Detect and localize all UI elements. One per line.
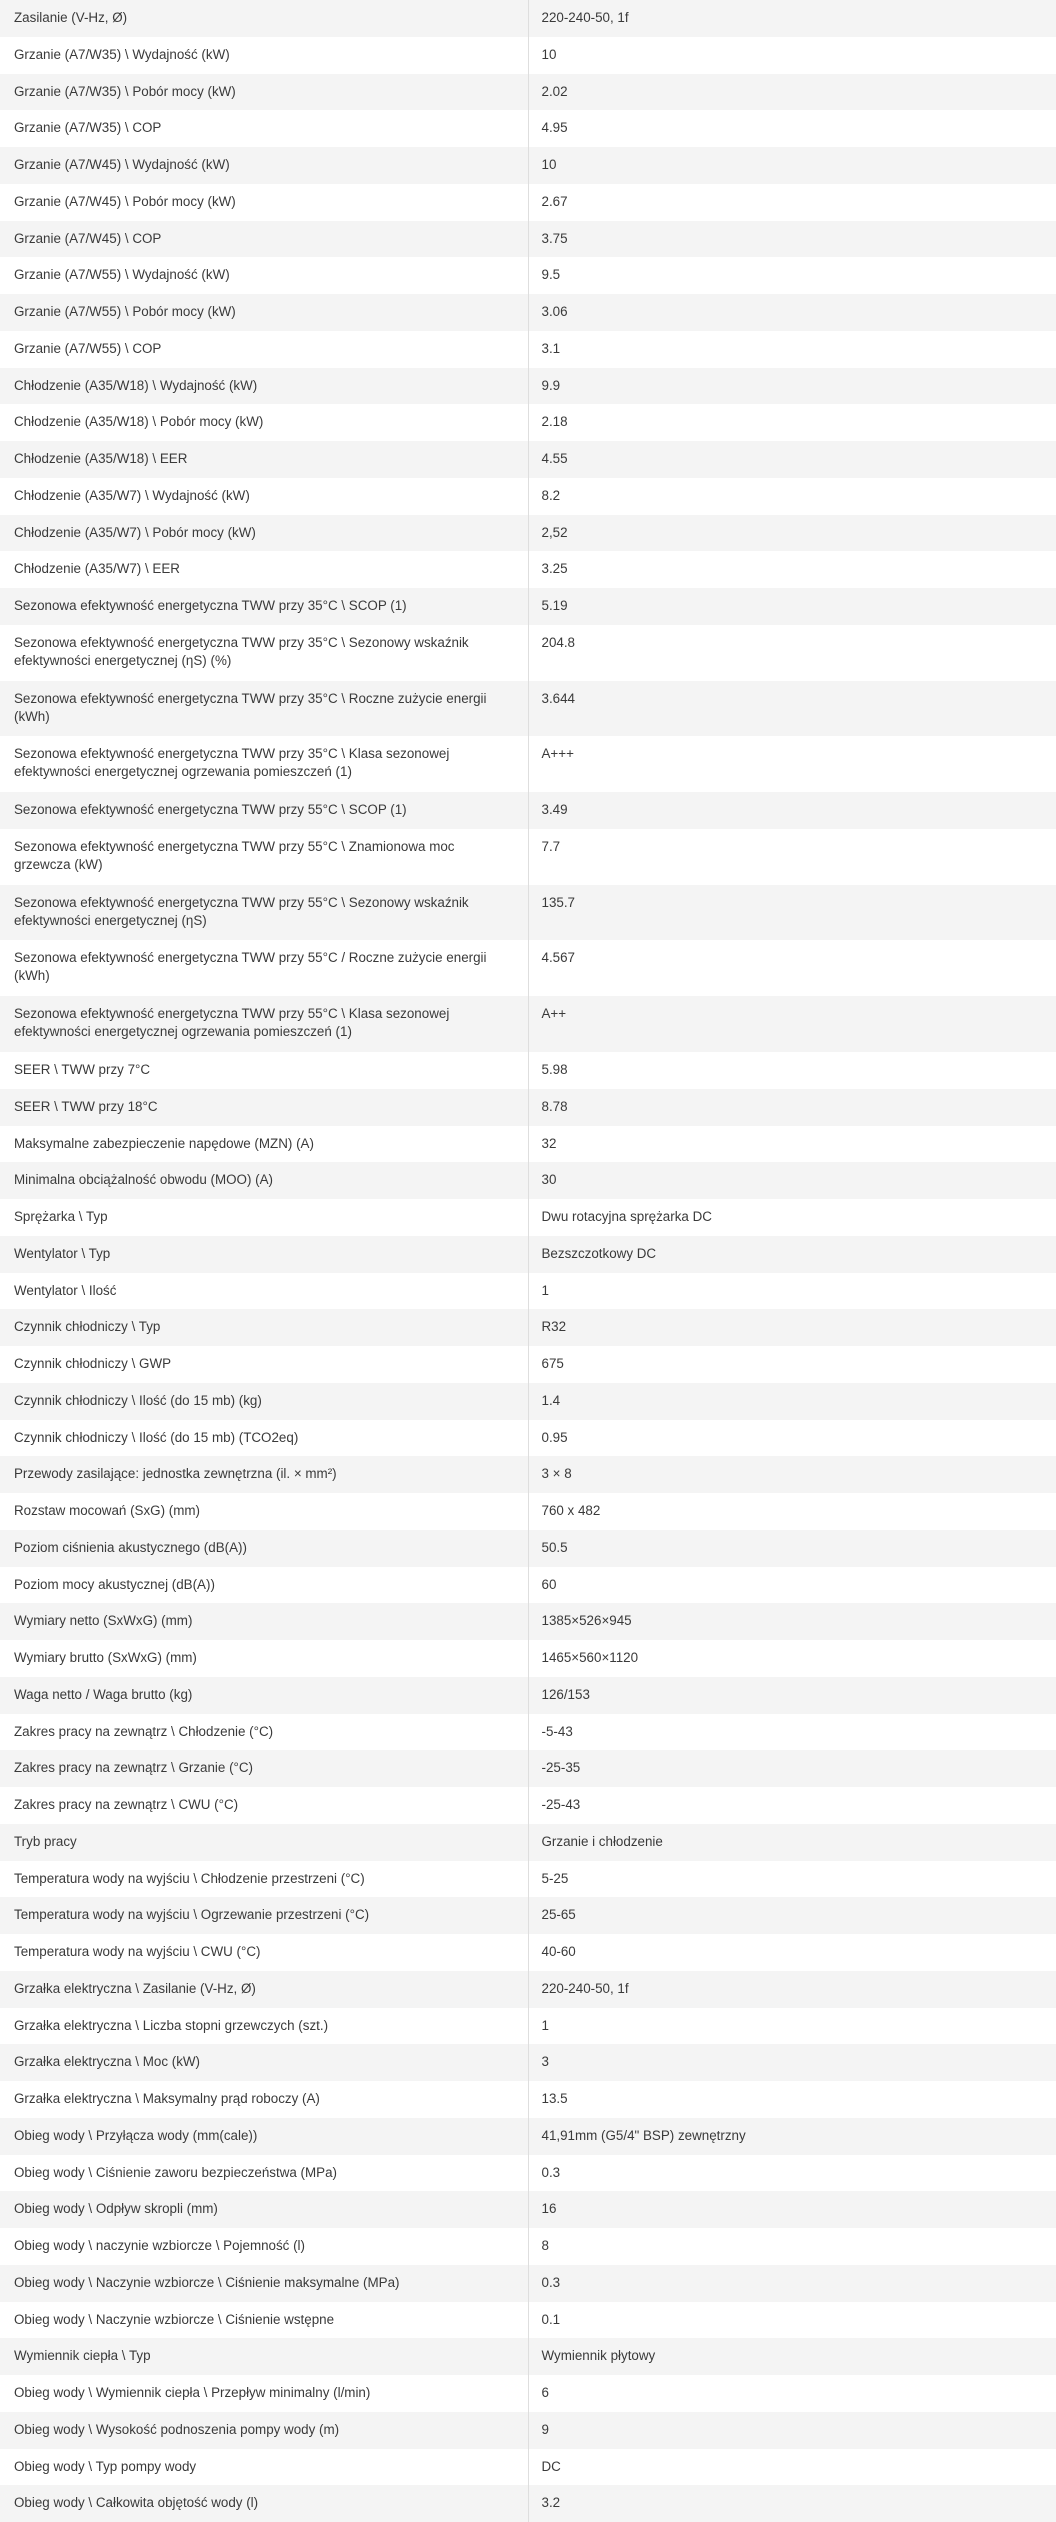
table-row (0, 681, 1056, 737)
spec-value: 6 (541, 2385, 549, 2401)
table-row (0, 1126, 1056, 1163)
table-row (0, 1273, 1056, 1310)
spec-value: 10 (541, 46, 557, 62)
table-row (0, 2449, 1056, 2486)
spec-value: 2.02 (541, 83, 568, 99)
table-row (0, 1640, 1056, 1677)
table-row (0, 515, 1056, 552)
spec-value: 3.2 (541, 2495, 561, 2511)
spec-label: Obieg wody \ Typ pompy wody (0, 2449, 528, 2486)
table-row (0, 37, 1056, 74)
table-row (0, 625, 1056, 681)
spec-label: Sezonowa efektywność energetyczna TWW przy 55°C \ Klasa sezonowej efektywności energetycznej ogrzewania pomieszczeń (1) (0, 996, 528, 1052)
spec-value: 3.49 (541, 802, 568, 818)
table-row (0, 1236, 1056, 1273)
spec-value: 25-65 (541, 1907, 576, 1923)
spec-label: Grzanie (A7/W35) \ Pobór mocy (kW) (0, 74, 528, 111)
table-row (0, 0, 1056, 37)
spec-label: Chłodzenie (A35/W7) \ EER (0, 551, 528, 588)
spec-label: Obieg wody \ Wymiennik ciepła \ Przepływ minimalny (l/min) (0, 2375, 528, 2412)
spec-label: Chłodzenie (A35/W7) \ Pobór mocy (kW) (0, 515, 528, 552)
spec-label: Rozstaw mocowań (SxG) (mm) (0, 1493, 528, 1530)
spec-label: Maksymalne zabezpieczenie napędowe (MZN) (A) (0, 1126, 528, 1163)
spec-value: 8.78 (541, 1098, 568, 1114)
spec-label: Czynnik chłodniczy \ Ilość (do 15 mb) (TCO2eq) (0, 1420, 528, 1457)
spec-value: 3.25 (541, 561, 568, 577)
table-row (0, 1309, 1056, 1346)
table-row (0, 1603, 1056, 1640)
spec-value: Bezszczotkowy DC (541, 1245, 657, 1261)
spec-value: 3.06 (541, 304, 568, 319)
spec-label: Wentylator \ Ilość (0, 1273, 528, 1310)
spec-label: Wymiary netto (SxWxG) (mm) (0, 1603, 528, 1640)
spec-label: Przewody zasilające: jednostka zewnętrzna (il. × mm²) (0, 1456, 528, 1493)
spec-label: Grzanie (A7/W35) \ COP (0, 110, 528, 147)
spec-label: Grzałka elektryczna \ Zasilanie (V-Hz, Ø) (0, 1971, 528, 2008)
table-row (0, 2375, 1056, 2412)
spec-value: 2.18 (541, 414, 568, 430)
spec-label: Sezonowa efektywność energetyczna TWW przy 35°C \ Sezonowy wskaźnik efektywności energetycznej (ηS) (%) (0, 625, 528, 681)
spec-value: 2.67 (541, 193, 568, 209)
table-row (0, 147, 1056, 184)
spec-label: Sezonowa efektywność energetyczna TWW przy 35°C \ Roczne zużycie energii (kWh) (0, 681, 528, 737)
table-row (0, 2302, 1056, 2339)
table-row (0, 478, 1056, 515)
spec-label: Sezonowa efektywność energetyczna TWW przy 55°C \ SCOP (1) (0, 792, 528, 829)
table-row (0, 294, 1056, 331)
spec-value: 3.644 (541, 690, 576, 706)
table-row (0, 2228, 1056, 2265)
table-row (0, 1162, 1056, 1199)
table-row (0, 1089, 1056, 1126)
spec-value: 1385×526×945 (541, 1613, 632, 1629)
spec-label: Wymiennik ciepła \ Typ (0, 2338, 528, 2375)
spec-value: 126/153 (541, 1686, 590, 1702)
spec-value: 9.9 (541, 377, 561, 393)
spec-label: Sezonowa efektywność energetyczna TWW przy 55°C \ Sezonowy wskaźnik efektywności energetycznej (ηS) (0, 885, 528, 941)
spec-value: 16 (541, 2201, 557, 2217)
spec-label: Chłodzenie (A35/W7) \ Wydajność (kW) (0, 478, 528, 515)
spec-label: Zakres pracy na zewnątrz \ Chłodzenie (°C) (0, 1714, 528, 1751)
spec-value: 40-60 (541, 1944, 576, 1960)
spec-value: 3.1 (541, 340, 561, 356)
spec-value: Grzanie i chłodzenie (541, 1833, 663, 1849)
spec-value: DC (541, 2458, 561, 2474)
table-row (0, 885, 1056, 941)
table-row (0, 2044, 1056, 2081)
spec-label: Chłodzenie (A35/W18) \ Pobór mocy (kW) (0, 404, 528, 441)
spec-label: Wymiary brutto (SxWxG) (mm) (0, 1640, 528, 1677)
table-row (0, 2118, 1056, 2155)
spec-label: Sezonowa efektywność energetyczna TWW przy 35°C \ Klasa sezonowej efektywności energetycznej ogrzewania pomieszczeń (1) (0, 736, 528, 792)
spec-label: Minimalna obciążalność obwodu (MOO) (A) (0, 1162, 528, 1199)
spec-label: Poziom ciśnienia akustycznego (dB(A)) (0, 1530, 528, 1567)
spec-value: 2,52 (541, 524, 568, 540)
table-row (0, 1346, 1056, 1383)
spec-label: Czynnik chłodniczy \ GWP (0, 1346, 528, 1383)
table-row (0, 2081, 1056, 2118)
table-row (0, 404, 1056, 441)
spec-value: 7.7 (541, 838, 561, 854)
spec-label: Sezonowa efektywność energetyczna TWW przy 55°C / Roczne zużycie energii (kWh) (0, 940, 528, 996)
table-row (0, 1199, 1056, 1236)
table-row (0, 2155, 1056, 2192)
table-row (0, 1824, 1056, 1861)
table-row (0, 2338, 1056, 2375)
table-row (0, 1052, 1056, 1089)
spec-label: Chłodzenie (A35/W18) \ EER (0, 441, 528, 478)
spec-label: Tryb pracy (0, 1824, 528, 1861)
spec-label: Poziom mocy akustycznej (dB(A)) (0, 1567, 528, 1604)
spec-label: Obieg wody \ Naczynie wzbiorcze \ Ciśnienie wstępne (0, 2302, 528, 2339)
spec-value: 0.3 (541, 2164, 561, 2180)
spec-label: Obieg wody \ Odpływ skropli (mm) (0, 2191, 528, 2228)
spec-value: 0.3 (541, 2274, 561, 2290)
spec-label: Obieg wody \ naczynie wzbiorcze \ Pojemność (l) (0, 2228, 528, 2265)
table-row (0, 588, 1056, 625)
table-row (0, 551, 1056, 588)
spec-value: 1 (541, 2017, 549, 2033)
spec-value: 9 (541, 2421, 549, 2437)
spec-value: 1465×560×1120 (541, 1650, 639, 1666)
spec-label: Grzanie (A7/W55) \ COP (0, 331, 528, 368)
spec-label: Obieg wody \ Ciśnienie zaworu bezpieczeństwa (MPa) (0, 2155, 528, 2192)
table-row (0, 1750, 1056, 1787)
table-row (0, 441, 1056, 478)
spec-label: Zakres pracy na zewnątrz \ Grzanie (°C) (0, 1750, 528, 1787)
spec-value: 135.7 (541, 894, 576, 910)
table-row (0, 74, 1056, 111)
table-row (0, 257, 1056, 294)
spec-label: Zakres pracy na zewnątrz \ CWU (°C) (0, 1787, 528, 1824)
table-row (0, 1530, 1056, 1567)
spec-value: -25-43 (541, 1797, 581, 1813)
table-row (0, 1897, 1056, 1934)
spec-value: -25-35 (541, 1760, 581, 1776)
spec-label: Chłodzenie (A35/W18) \ Wydajność (kW) (0, 368, 528, 405)
spec-value: 50.5 (541, 1539, 568, 1555)
spec-value: 13.5 (541, 2091, 568, 2107)
spec-label: Czynnik chłodniczy \ Ilość (do 15 mb) (kg) (0, 1383, 528, 1420)
spec-label: Temperatura wody na wyjściu \ CWU (°C) (0, 1934, 528, 1971)
table-row (0, 1787, 1056, 1824)
spec-value: 0.1 (541, 2311, 561, 2327)
spec-value: 10 (541, 157, 557, 172)
spec-value: 5-25 (541, 1870, 569, 1886)
spec-value: 8 (541, 2238, 549, 2254)
table-row (0, 2008, 1056, 2045)
spec-label: Grzanie (A7/W45) \ Pobór mocy (kW) (0, 184, 528, 221)
spec-value: 0.95 (541, 1429, 568, 1445)
spec-value: 3.75 (541, 230, 568, 246)
spec-value: R32 (541, 1319, 567, 1335)
spec-label: Grzanie (A7/W45) \ Wydajność (kW) (0, 147, 528, 184)
spec-label: Obieg wody \ Naczynie wzbiorcze \ Ciśnienie maksymalne (MPa) (0, 2265, 528, 2302)
table-row (0, 2191, 1056, 2228)
table-row (0, 940, 1056, 996)
table-row (0, 368, 1056, 405)
spec-value: 3 × 8 (541, 1466, 572, 1482)
spec-value: 220-240-50, 1f (541, 1980, 629, 1996)
table-row (0, 792, 1056, 829)
spec-value: 1.4 (541, 1392, 561, 1408)
spec-label: SEER \ TWW przy 18°C (0, 1089, 528, 1126)
spec-value: 4.55 (541, 451, 568, 466)
table-row (0, 331, 1056, 368)
spec-label: Temperatura wody na wyjściu \ Chłodzenie przestrzeni (°C) (0, 1861, 528, 1898)
table-row (0, 1567, 1056, 1604)
spec-value: 41,91mm (G5/4" BSP) zewnętrzny (541, 2127, 746, 2143)
spec-value: 8.2 (541, 487, 561, 503)
spec-label: Obieg wody \ Przyłącza wody (mm(cale)) (0, 2118, 528, 2155)
table-row (0, 1456, 1056, 1493)
spec-value: 5.98 (541, 1062, 568, 1078)
spec-value: 675 (541, 1356, 564, 1372)
table-row (0, 1861, 1056, 1898)
spec-label: Grzałka elektryczna \ Moc (kW) (0, 2044, 528, 2081)
spec-label: Sprężarka \ Typ (0, 1199, 528, 1236)
spec-value: -5-43 (541, 1723, 573, 1739)
spec-value: Wymiennik płytowy (541, 2348, 656, 2364)
spec-value: A+++ (541, 746, 574, 762)
spec-value: A++ (541, 1006, 567, 1022)
spec-value: 5.19 (541, 598, 568, 613)
spec-value: Dwu rotacyjna sprężarka DC (541, 1209, 712, 1225)
table-row (0, 736, 1056, 792)
table-row (0, 1714, 1056, 1751)
spec-value: 760 x 482 (541, 1503, 601, 1519)
table-row (0, 110, 1056, 147)
spec-label: SEER \ TWW przy 7°C (0, 1052, 528, 1089)
spec-value: 60 (541, 1576, 557, 1592)
spec-value: 9.5 (541, 267, 561, 283)
spec-value: 3 (541, 2054, 549, 2070)
table-row (0, 1971, 1056, 2008)
spec-value: 4.95 (541, 120, 568, 136)
spec-label: Temperatura wody na wyjściu \ Ogrzewanie przestrzeni (°C) (0, 1897, 528, 1934)
spec-label: Obieg wody \ Całkowita objętość wody (l) (0, 2485, 528, 2522)
spec-label: Grzanie (A7/W55) \ Wydajność (kW) (0, 257, 528, 294)
spec-value: 30 (541, 1172, 557, 1188)
spec-label: Waga netto / Waga brutto (kg) (0, 1677, 528, 1714)
table-row (0, 2265, 1056, 2302)
spec-value: 32 (541, 1135, 557, 1151)
spec-value: 220-240-50, 1f (541, 10, 629, 25)
table-row (0, 184, 1056, 221)
spec-label: Obieg wody \ Wysokość podnoszenia pompy wody (m) (0, 2412, 528, 2449)
spec-label: Grzałka elektryczna \ Liczba stopni grzewczych (szt.) (0, 2008, 528, 2045)
table-row (0, 829, 1056, 885)
table-row (0, 1677, 1056, 1714)
spec-label: Wentylator \ Typ (0, 1236, 528, 1273)
table-row (0, 1934, 1056, 1971)
table-row (0, 2485, 1056, 2522)
spec-label: Grzanie (A7/W45) \ COP (0, 221, 528, 258)
spec-value: 1 (541, 1282, 549, 1298)
table-row (0, 1493, 1056, 1530)
spec-value: 204.8 (541, 634, 576, 650)
spec-label: Sezonowa efektywność energetyczna TWW przy 55°C \ Znamionowa moc grzewcza (kW) (0, 829, 528, 885)
spec-label: Grzałka elektryczna \ Maksymalny prąd roboczy (A) (0, 2081, 528, 2118)
table-row (0, 221, 1056, 258)
spec-label: Zasilanie (V-Hz, Ø) (0, 0, 528, 37)
table-row (0, 996, 1056, 1052)
spec-value: 4.567 (541, 950, 576, 966)
spec-label: Czynnik chłodniczy \ Typ (0, 1309, 528, 1346)
table-row (0, 2412, 1056, 2449)
spec-label: Grzanie (A7/W55) \ Pobór mocy (kW) (0, 294, 528, 331)
table-row (0, 1383, 1056, 1420)
spec-label: Sezonowa efektywność energetyczna TWW przy 35°C \ SCOP (1) (0, 588, 528, 625)
spec-label: Grzanie (A7/W35) \ Wydajność (kW) (0, 37, 528, 74)
table-row (0, 1420, 1056, 1457)
